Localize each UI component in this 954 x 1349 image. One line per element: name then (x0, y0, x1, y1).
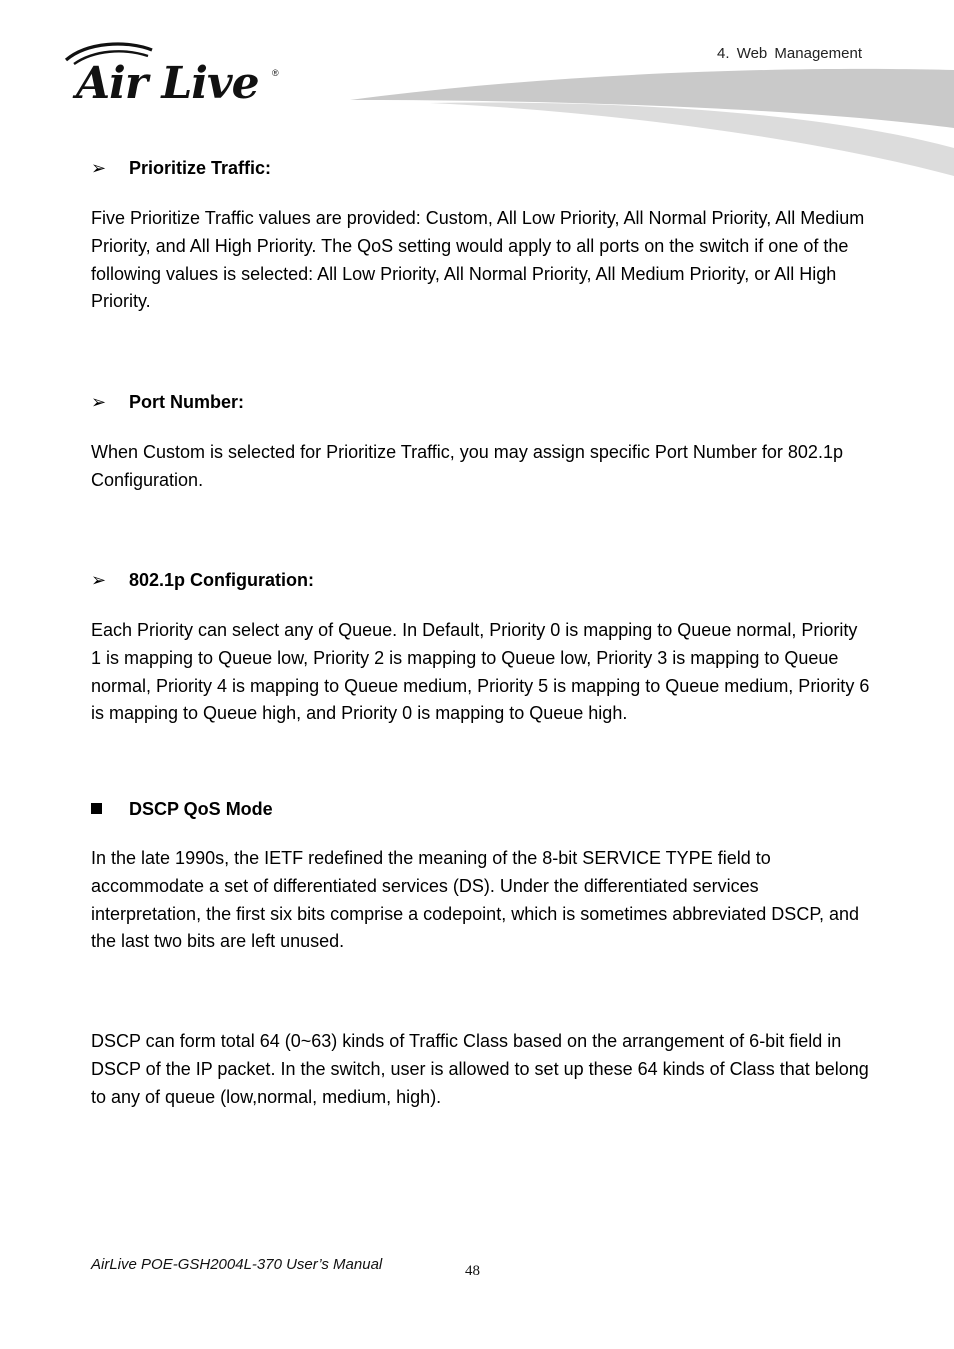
paragraph-dscp-intro: In the late 1990s, the IETF redefined the meaning of the 8-bit SERVICE TYPE field to accommodate a set of differentiated services (DS). Under the differentiated services interpretation, the first six bits comprise a codepoint, which is sometimes abbreviated DSCP, and the last two bits are left unused. (91, 848, 860, 952)
heading-8021p-configuration (91, 570, 314, 591)
arrow-bullet-icon: ➢ (91, 158, 107, 178)
logo-registered-mark: ® (272, 68, 279, 78)
heading-text: 802.1p Configuration: (129, 570, 315, 590)
chapter-title: 4. Web Management (717, 45, 862, 62)
paragraph-prioritize-traffic: Five Prioritize Traffic values are provided: Custom, All Low Priority, All Normal Priority, All Medium Priority, and All High Priority. The QoS setting would apply to all ports on the switch if one of the following values is selected: All Low Priority, All Normal Priority, All Medium Priority, or All High Priority. (91, 208, 865, 312)
heading-text: DSCP QoS Mode (129, 799, 273, 819)
paragraph-8021p-configuration: Each Priority can select any of Queue. In Default, Priority 0 is mapping to Queue normal, Priority 1 is mapping to Queue low, Priority 2 is mapping to Queue low, Priority 3 is mapping to Queue normal, Priority 4 is mapping to Queue medium, Priority 5 is mapping to Queue medium, Priority 6 is mapping to Queue high, and Priority 0 is mapping to Queue high. (91, 620, 870, 724)
logo-wordmark: Air Live (76, 58, 259, 109)
heading-prioritize-traffic (91, 158, 271, 179)
heading-text: Port Number: (129, 392, 245, 412)
paragraph-dscp-classes: DSCP can form total 64 (0~63) kinds of Traffic Class based on the arrangement of 6-bit field in DSCP of the IP packet. In the switch, user is allowed to set up these 64 kinds of Class that belong to any of queue (low,normal, medium, high). (91, 1031, 869, 1107)
airlive-logo (62, 40, 292, 112)
arrow-bullet-icon: ➢ (91, 570, 107, 590)
paragraph-port-number: When Custom is selected for Prioritize Traffic, you may assign specific Port Number for 802.1p Configuration. (91, 442, 843, 490)
heading-text: Prioritize Traffic: (129, 158, 272, 178)
heading-dscp-qos-mode (91, 799, 273, 820)
arrow-bullet-icon: ➢ (91, 392, 107, 412)
square-bullet-icon (91, 799, 129, 820)
page-number: 48 (465, 1263, 480, 1279)
footer-manual-title: AirLive POE-GSH2004L-370 User’s Manual (91, 1256, 383, 1273)
heading-port-number (91, 392, 244, 413)
